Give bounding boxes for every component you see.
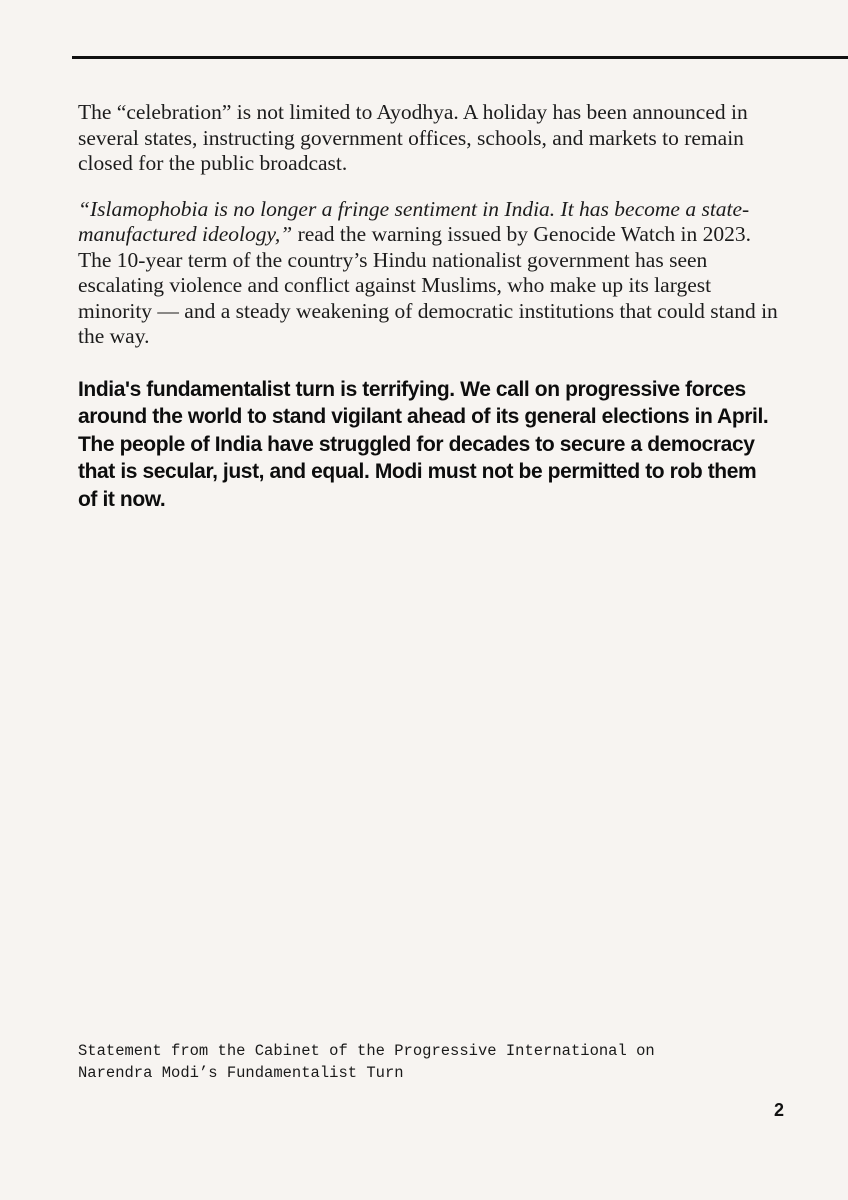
main-content — [78, 100, 778, 513]
footer-line-1: Statement from the Cabinet of the Progressive International on — [78, 1042, 655, 1060]
quote-genocide-watch: “Islamophobia is no longer a fringe sentiment in India. It has become a state-manufactured ideology,” — [78, 196, 750, 246]
footer-statement-title — [78, 1040, 778, 1084]
paragraph-islamophobia — [78, 197, 778, 350]
footer-line-2: Narendra Modi’s Fundamentalist Turn — [78, 1064, 404, 1082]
top-rule — [72, 56, 848, 59]
paragraph-celebration: The “celebration” is not limited to Ayodhya. A holiday has been announced in several states, instructing government offices, schools, and markets to remain closed for the public broadcast. — [78, 100, 748, 175]
page-number: 2 — [773, 1100, 784, 1120]
callout-statement: India's fundamentalist turn is terrifying. We call on progressive forces around the world to stand vigilant ahead of its general elections in April. The people of India have struggled for decades to secure a democracy that is secular, just, and equal. Modi must not be permitted to rob them of it now. — [78, 377, 769, 511]
paragraph-islamophobia-text: read the warning issued by Genocide Watch in 2023. The 10-year term of the country’s Hindu nationalist government has seen escalating violence and conflict against Muslims, who make up its largest minority — and a steady weakening of democratic institutions that could stand in the way. — [78, 222, 778, 348]
